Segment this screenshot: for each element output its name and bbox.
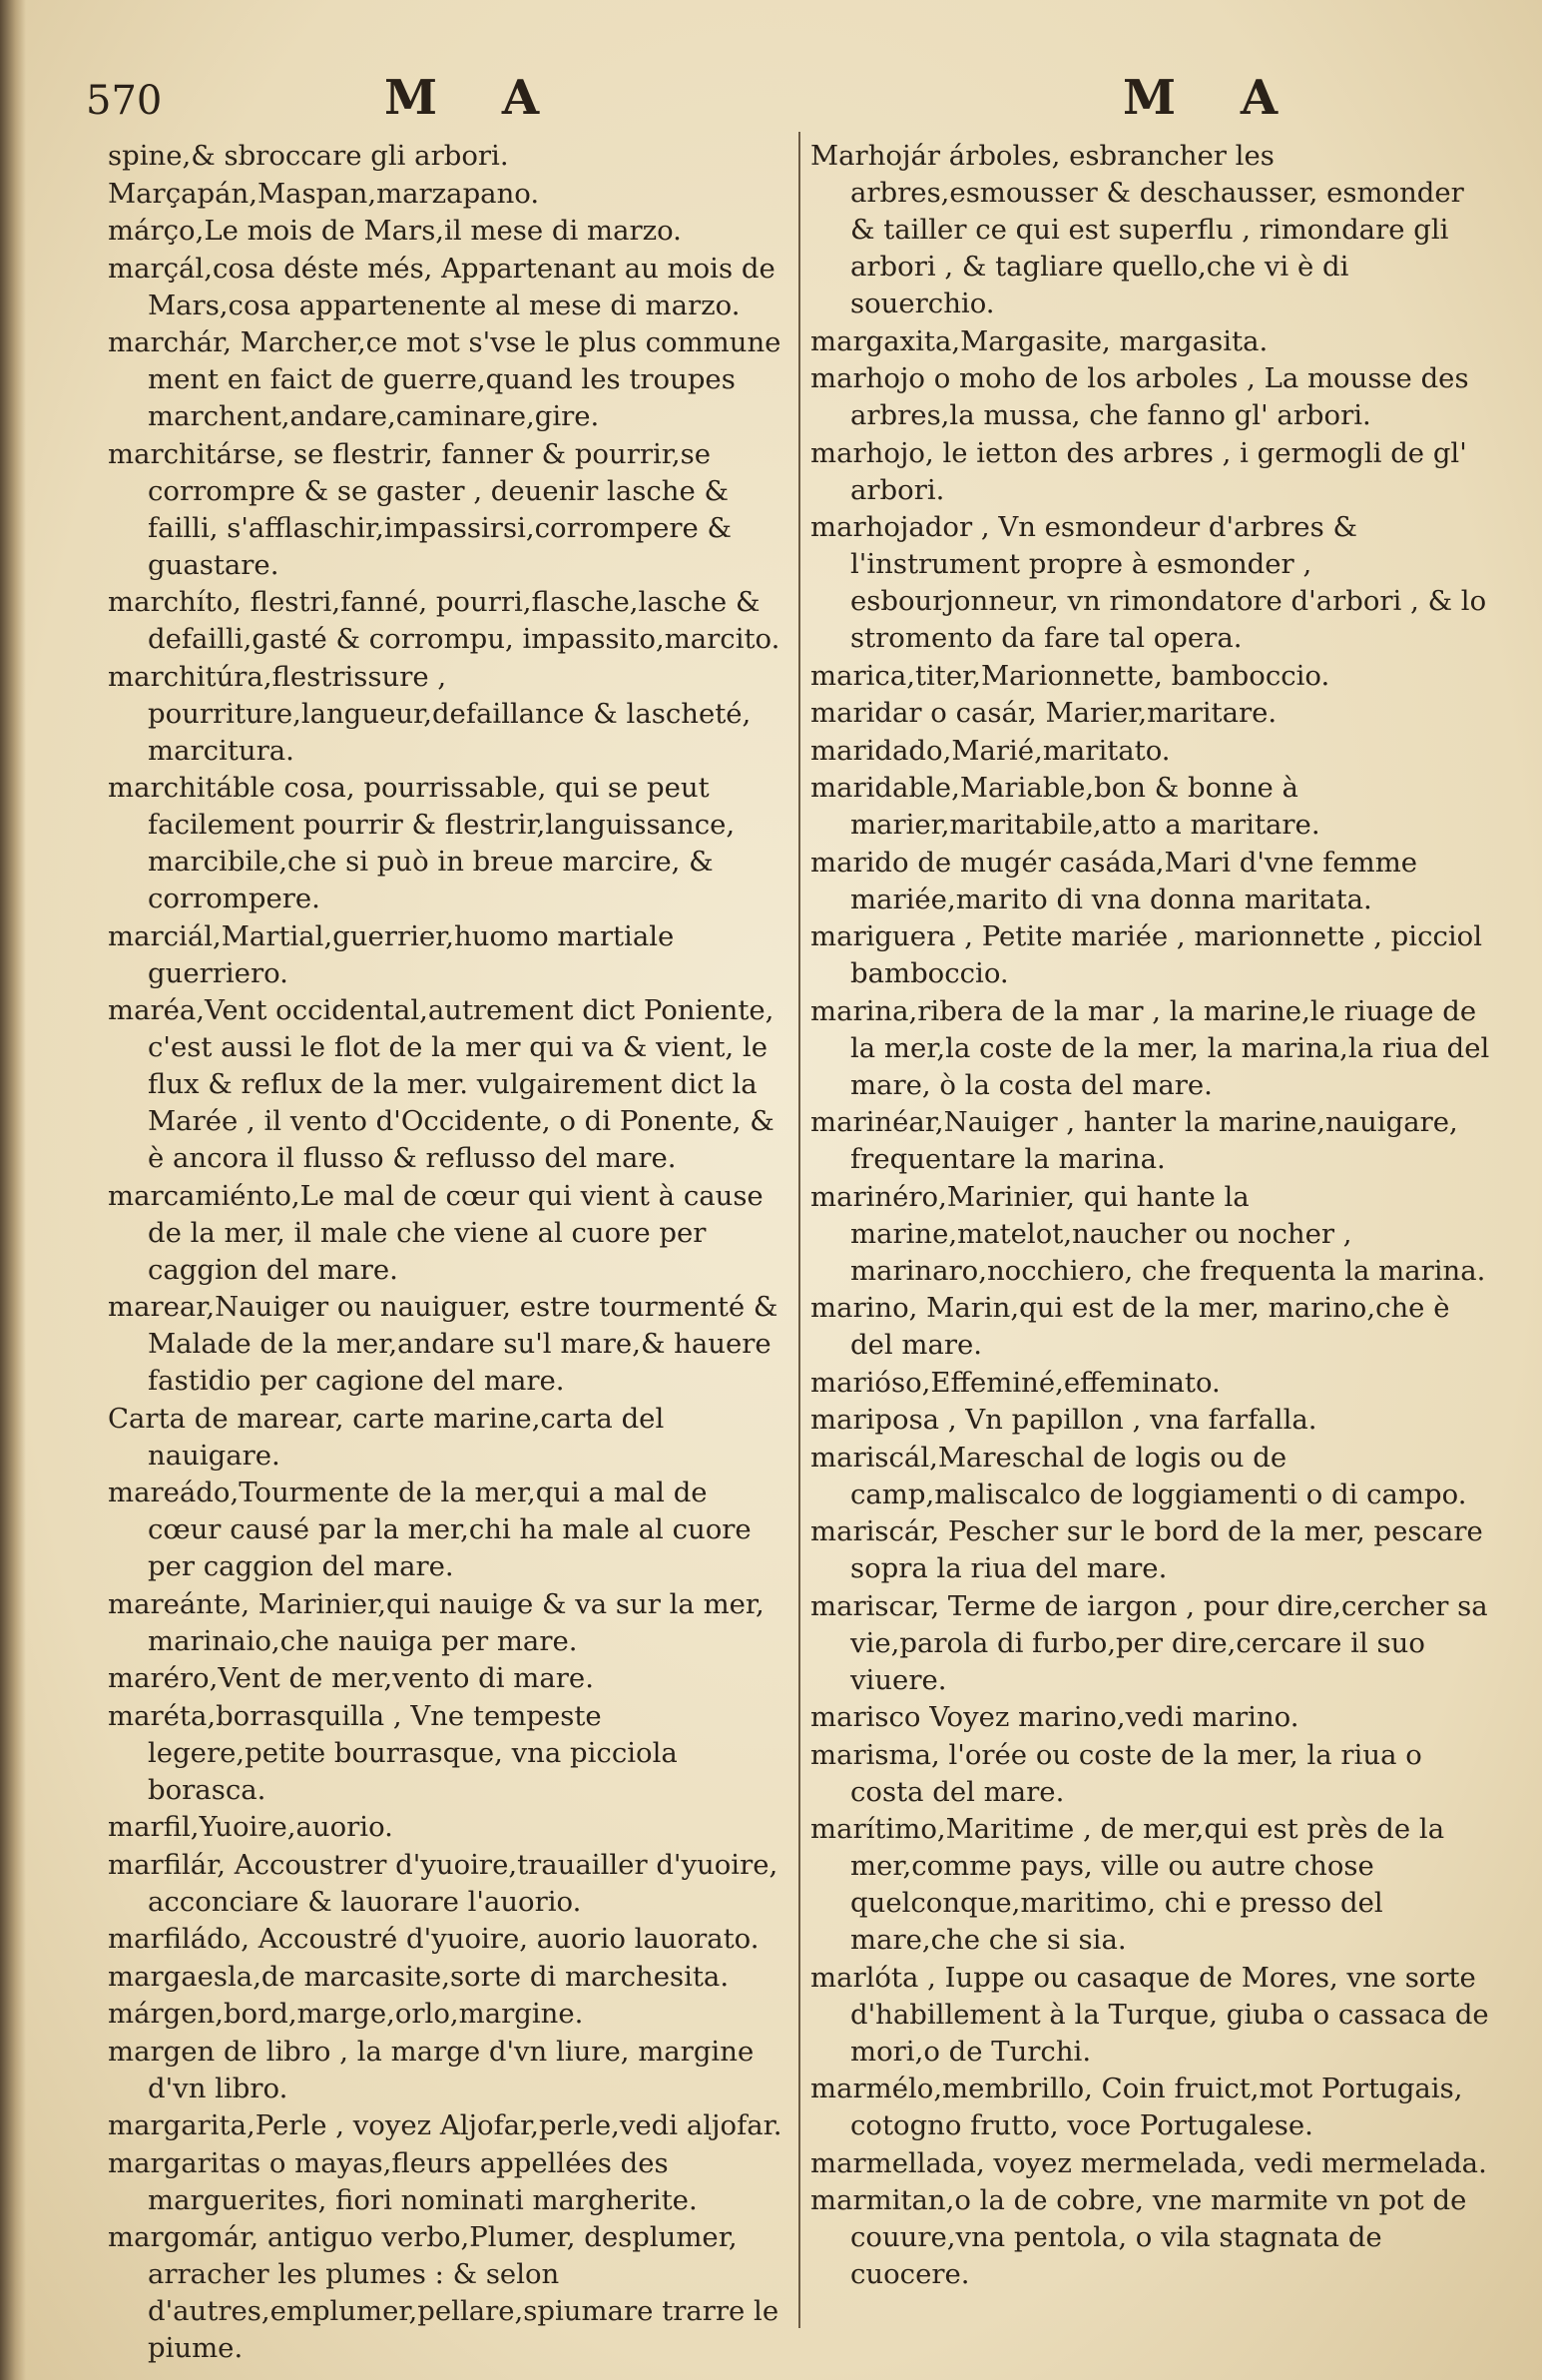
dictionary-entry: marçál,cosa déste més, Appartenant au mois de Mars,cosa appartenente al mese di marzo.: [108, 252, 775, 321]
page-header: [0, 70, 1542, 140]
dictionary-entry: marhojador , Vn esmondeur d'arbres & l'instrument propre à esmonder , esbourjonneur, vn rimondatore d'arbori , & lo stromento da fare tal opera.: [810, 511, 1487, 654]
dictionary-entry: marchíto, flestri,fanné, pourri,flasche,lasche & defailli,gasté & corrompu, impassito,marcito.: [108, 586, 780, 655]
dictionary-entry: Marhojár árboles, esbrancher les arbres,esmousser & deschausser, esmonder & tailler ce qui est superflu , rimondare gli arbori , & tagliare quello,che vi è di souerchio.: [810, 140, 1464, 319]
dictionary-entry: Carta de marear, carte marine,carta del nauigare.: [108, 1402, 665, 1472]
dictionary-entry: marmellada, voyez mermelada, vedi mermelada.: [810, 2146, 1487, 2179]
dictionary-entry: marítimo,Maritime , de mer,qui est près de la mer,comme pays, ville ou autre chose quelconque,maritimo, chi e presso del mare,che che si sia.: [810, 1813, 1445, 1956]
dictionary-entry: mariposa , Vn papillon , vna farfalla.: [810, 1404, 1317, 1436]
dictionary-entry: marinéro,Marinier, qui hante la marine,matelot,naucher ou nocher , marinaro,nocchiero, che frequenta la marina.: [810, 1180, 1486, 1287]
dictionary-entry: marina,ribera de la mar , la marine,le riuage de la mer,la coste de la mer, la marina,la riua del mare, ò la costa del mare.: [810, 994, 1490, 1101]
dictionary-entry: margaritas o mayas,fleurs appellées des marguerites, fiori nominati margherite.: [108, 2146, 698, 2216]
dictionary-entry: márço,Le mois de Mars,il mese di marzo.: [108, 215, 682, 247]
dictionary-entry: maréta,borrasquilla , Vne tempeste legere,petite bourrasque, vna picciola borasca.: [108, 1699, 678, 1806]
dictionary-entry: marchitárse, se flestrir, fanner & pourrir,se corrompre & se gaster , deuenir lasche & failli, s'afflaschir,impassirsi,corrompere & guastare.: [108, 437, 733, 581]
dictionary-entry: marmitan,o la de cobre, vne marmite vn pot de couure,vna pentola, o vila stagnata de cuocere.: [810, 2184, 1467, 2290]
dictionary-entry: margomár, antiguo verbo,Plumer, desplumer, arracher les plumes : & selon d'autres,emplumer,pellare,spiumare trarre le piume.: [108, 2221, 779, 2364]
dictionary-entry: margarita,Perle , voyez Aljofar,perle,vedi aljofar.: [108, 2109, 782, 2141]
dictionary-entry: marhojo o moho de los arboles , La mousse des arbres,la mussa, che fanno gl' arbori.: [810, 362, 1469, 431]
left-column: [108, 138, 786, 2368]
dictionary-entry: marlóta , Iuppe ou casaque de Mores, vne sorte d'habillement à la Turque, giuba o cassaca de mori,o de Turchi.: [810, 1961, 1489, 2068]
dictionary-entry: mariscál,Mareschal de logis ou de camp,maliscalco de loggiamenti o di campo.: [810, 1441, 1467, 1510]
dictionary-entry: mariguera , Petite mariée , marionnette , picciol bamboccio.: [810, 920, 1483, 989]
dictionary-entry: maréro,Vent de mer,vento di mare.: [108, 1662, 594, 1694]
dictionary-entry: mariscár, Pescher sur le bord de la mer, pescare sopra la riua del mare.: [810, 1515, 1483, 1584]
dictionary-entry: maridar o casár, Marier,maritare.: [810, 697, 1278, 729]
dictionary-entry: marcamiénto,Le mal de cœur qui vient à cause de la mer, il male che viene al cuore per caggion del mare.: [108, 1179, 764, 1286]
running-head-left: M A: [384, 70, 564, 126]
dictionary-entry: márgen,bord,marge,orlo,margine.: [108, 1998, 584, 2030]
dictionary-entry: marino, Marin,qui est de la mer, marino,che è del mare.: [810, 1292, 1450, 1361]
dictionary-entry: margen de libro , la marge d'vn liure, margine d'vn libro.: [108, 2035, 755, 2104]
dictionary-entry: marfilár, Accoustrer d'yuoire,trauailler d'yuoire, acconciare & lauorare l'auorio.: [108, 1848, 778, 1918]
dictionary-entry: marfil,Yuoire,auorio.: [108, 1811, 393, 1843]
dictionary-entry: maridado,Marié,maritato.: [810, 734, 1171, 767]
dictionary-entry: marfiládo, Accoustré d'yuoire, auorio lauorato.: [108, 1923, 760, 1955]
dictionary-entry: marear,Nauiger ou nauiguer, estre tourmenté & Malade de la mer,andare su'l mare,& hauere fastidio per cagione del mare.: [108, 1291, 778, 1397]
dictionary-entry: maréa,Vent occidental,autrement dict Poniente, c'est aussi le flot de la mer qui va & vient, le flux & reflux de la mer. vulgairement dict la Marée , il vento d'Occidente, o di Ponente, & è ancora il flusso & reflusso del mare.: [108, 994, 774, 1174]
dictionary-entry: marióso,Effeminé,effeminato.: [810, 1366, 1221, 1399]
dictionary-entry: marchitúra,flestrissure , pourriture,langueur,defaillance & lascheté, marcitura.: [108, 660, 752, 767]
dictionary-entry: marisco Voyez marino,vedi marino.: [810, 1701, 1299, 1733]
dictionary-entry: marchitáble cosa, pourrissable, qui se peut facilement pourrir & flestrir,languissance, marcibile,che si può in breue marcire, & corrompere.: [108, 772, 736, 914]
dictionary-entry: maridable,Mariable,bon & bonne à marier,maritabile,atto a maritare.: [810, 772, 1320, 841]
dictionary-entry: margaxita,Margasite, margasita.: [810, 324, 1269, 357]
dictionary-entry: marciál,Martial,guerrier,huomo martiale guerriero.: [108, 919, 675, 989]
dictionary-entry: Marçapán,Maspan,marzapano.: [108, 177, 540, 210]
running-head-right: M A: [1123, 70, 1302, 126]
dictionary-entry: marinéar,Nauiger , hanter la marine,nauigare, frequentare la marina.: [810, 1106, 1458, 1175]
dictionary-entry: mareánte, Marinier,qui nauige & va sur la mer, marinaio,che nauiga per mare.: [108, 1587, 765, 1657]
dictionary-entry: spine,& sbroccare gli arbori.: [108, 140, 509, 172]
dictionary-entry: marica,titer,Marionnette, bamboccio.: [810, 659, 1330, 692]
dictionary-entry: mariscar, Terme de iargon , pour dire,cercher sa vie,parola di furbo,per dire,cercare il suo viuere.: [810, 1589, 1488, 1696]
page-edge-shadow: [0, 0, 26, 2380]
dictionary-entry: margaesla,de marcasite,sorte di marchesita.: [108, 1960, 730, 1993]
right-column: [810, 138, 1497, 2294]
dictionary-entry: marisma, l'orée ou coste de la mer, la riua o costa del mare.: [810, 1738, 1422, 1808]
dictionary-entry: marido de mugér casáda,Mari d'vne femme mariée,marito di vna donna maritata.: [810, 846, 1418, 915]
dictionary-entry: mareádo,Tourmente de la mer,qui a mal de cœur causé par la mer,chi ha male al cuore per caggion del mare.: [108, 1477, 752, 1582]
column-divider: [798, 132, 800, 2328]
dictionary-entry: marchár, Marcher,ce mot s'vse le plus commune ment en faict de guerre,quand les troupes marchent,andare,caminare,gire.: [108, 326, 781, 432]
dictionary-entry: marhojo, le ietton des arbres , i germogli de gl' arbori.: [810, 436, 1467, 506]
dictionary-entry: marmélo,membrillo, Coin fruict,mot Portugais, cotogno frutto, voce Portugalese.: [810, 2073, 1463, 2141]
page-number: 570: [86, 78, 163, 124]
